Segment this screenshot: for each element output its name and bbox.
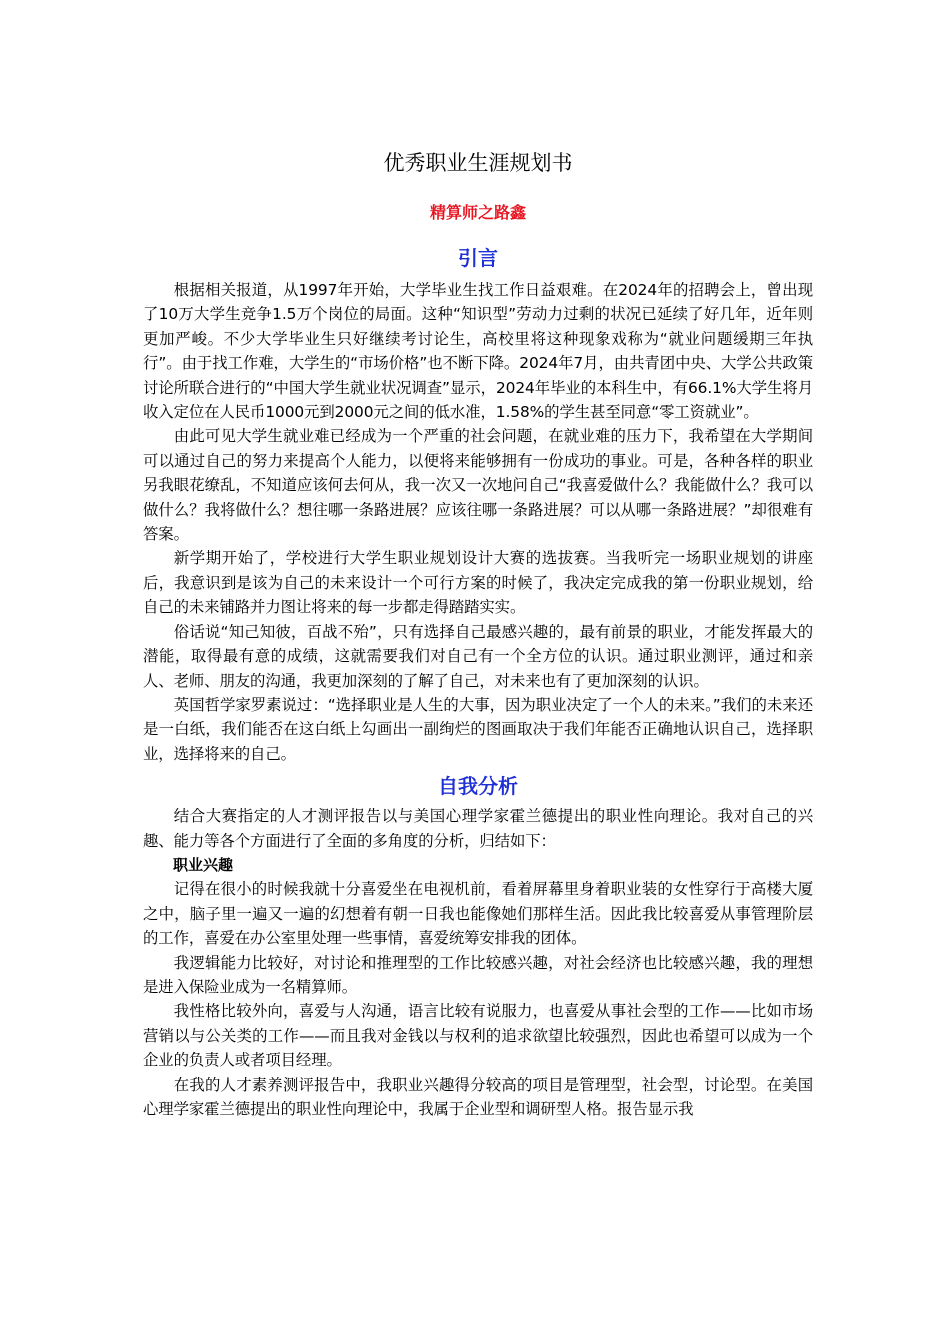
intro-paragraph-4: 俗话说“知己知彼，百战不殆”，只有选择自己最感兴趣的，最有前景的职业，才能发挥最大的潜能，取得最有意的成绩，这就需要我们对自己有一个全方位的认识。通过职业测评，通过和亲人、老师、朋友的沟通，我更加深刻的了解了自己，对未来也有了更加深刻的认识。 xyxy=(143,622,813,690)
intro-paragraph-3: 新学期开始了，学校进行大学生职业规划设计大赛的选拔赛。当我听完一场职业规划的讲座后，我意识到是该为自己的未来设计一个可行方案的时候了，我决定完成我的第一份职业规划，给自己的未来铺路并力图让将来的每一步都走得踏踏实实。 xyxy=(143,549,813,617)
document-title: 优秀职业生涯规划书 xyxy=(383,151,573,175)
document-page xyxy=(143,148,813,1121)
intro-paragraph-5: 英国哲学家罗素说过：“选择职业是人生的大事，因为职业决定了一个人的未来。”我们的未来还是一白纸，我们能否在这白纸上勾画出一副绚烂的图画取决于我们年能否正确地认识自己，选择职业，选择将来的自己。 xyxy=(143,695,813,763)
document-subtitle: 精算师之路鑫 xyxy=(429,203,526,222)
section-heading-self-analysis: 自我分析 xyxy=(438,774,518,799)
subheading-career-interest: 职业兴趣 xyxy=(173,855,234,874)
section-heading-introduction: 引言 xyxy=(458,246,498,270)
self-analysis-paragraph-1: 记得在很小的时候我就十分喜爱坐在电视机前，看着屏幕里身着职业装的女性穿行于高楼大厦之中，脑子里一遍又一遍的幻想着有朝一日我也能像她们那样生活。因此我比较喜爱从事管理阶层的工作，喜爱在办公室里处理一些事情，喜爱统筹安排我的团体。 xyxy=(143,880,813,948)
self-analysis-paragraph-3: 我性格比较外向，喜爱与人沟通，语言比较有说服力，也喜爱从事社会型的工作——比如市场营销以与公关类的工作——而且我对金钱以与权利的追求欲望比较强烈，因此也希望可以成为一个企业的负责人或者项目经理。 xyxy=(143,1002,813,1070)
intro-paragraph-1: 根据相关报道，从1997年开始，大学毕业生找工作日益艰难。在2024年的招聘会上，曾出现了10万大学生竞争1.5万个岗位的局面。这种“知识型”劳动力过剩的状况已延续了好几年，近年则更加严峻。不少大学毕业生只好继续考讨论生，高校里将这种现象戏称为“就业问题缓期三年执行”。由于找工作难，大学生的“市场价格”也不断下降。2024年7月，由共青团中央、大学公共政策讨论所联合进行的“中国大学生就业状况调查”显示，2024年毕业的本科生中，有66.1%大学生将月收入定位在人民币1000元到2000元之间的低水准，1.58%的学生甚至同意“零工资就业”。 xyxy=(143,281,813,422)
self-analysis-body xyxy=(143,804,813,1121)
introduction-body xyxy=(143,278,813,766)
self-analysis-paragraph-4: 在我的人才素养测评报告中，我职业兴趣得分较高的项目是管理型，社会型，讨论型。在美国心理学家霍兰德提出的职业性向理论中，我属于企业型和调研型人格。报告显示我 xyxy=(143,1075,813,1118)
self-analysis-paragraph-2: 我逻辑能力比较好，对讨论和推理型的工作比较感兴趣，对社会经济也比较感兴趣，我的理想是进入保险业成为一名精算师。 xyxy=(143,953,813,996)
intro-paragraph-2: 由此可见大学生就业难已经成为一个严重的社会问题，在就业难的压力下，我希望在大学期间可以通过自己的努力来提高个人能力，以便将来能够拥有一份成功的事业。可是，各种各样的职业另我眼花缭乱，不知道应该何去何从，我一次又一次地问自己“我喜爱做什么？我能做什么？我可以做什么？我将做什么？想往哪一条路进展？应该往哪一条路进展？可以从哪一条路进展？”却很难有答案。 xyxy=(143,427,813,544)
self-analysis-intro: 结合大赛指定的人才测评报告以与美国心理学家霍兰德提出的职业性向理论。我对自己的兴趣、能力等各个方面进行了全面的多角度的分析，归结如下： xyxy=(143,807,813,850)
